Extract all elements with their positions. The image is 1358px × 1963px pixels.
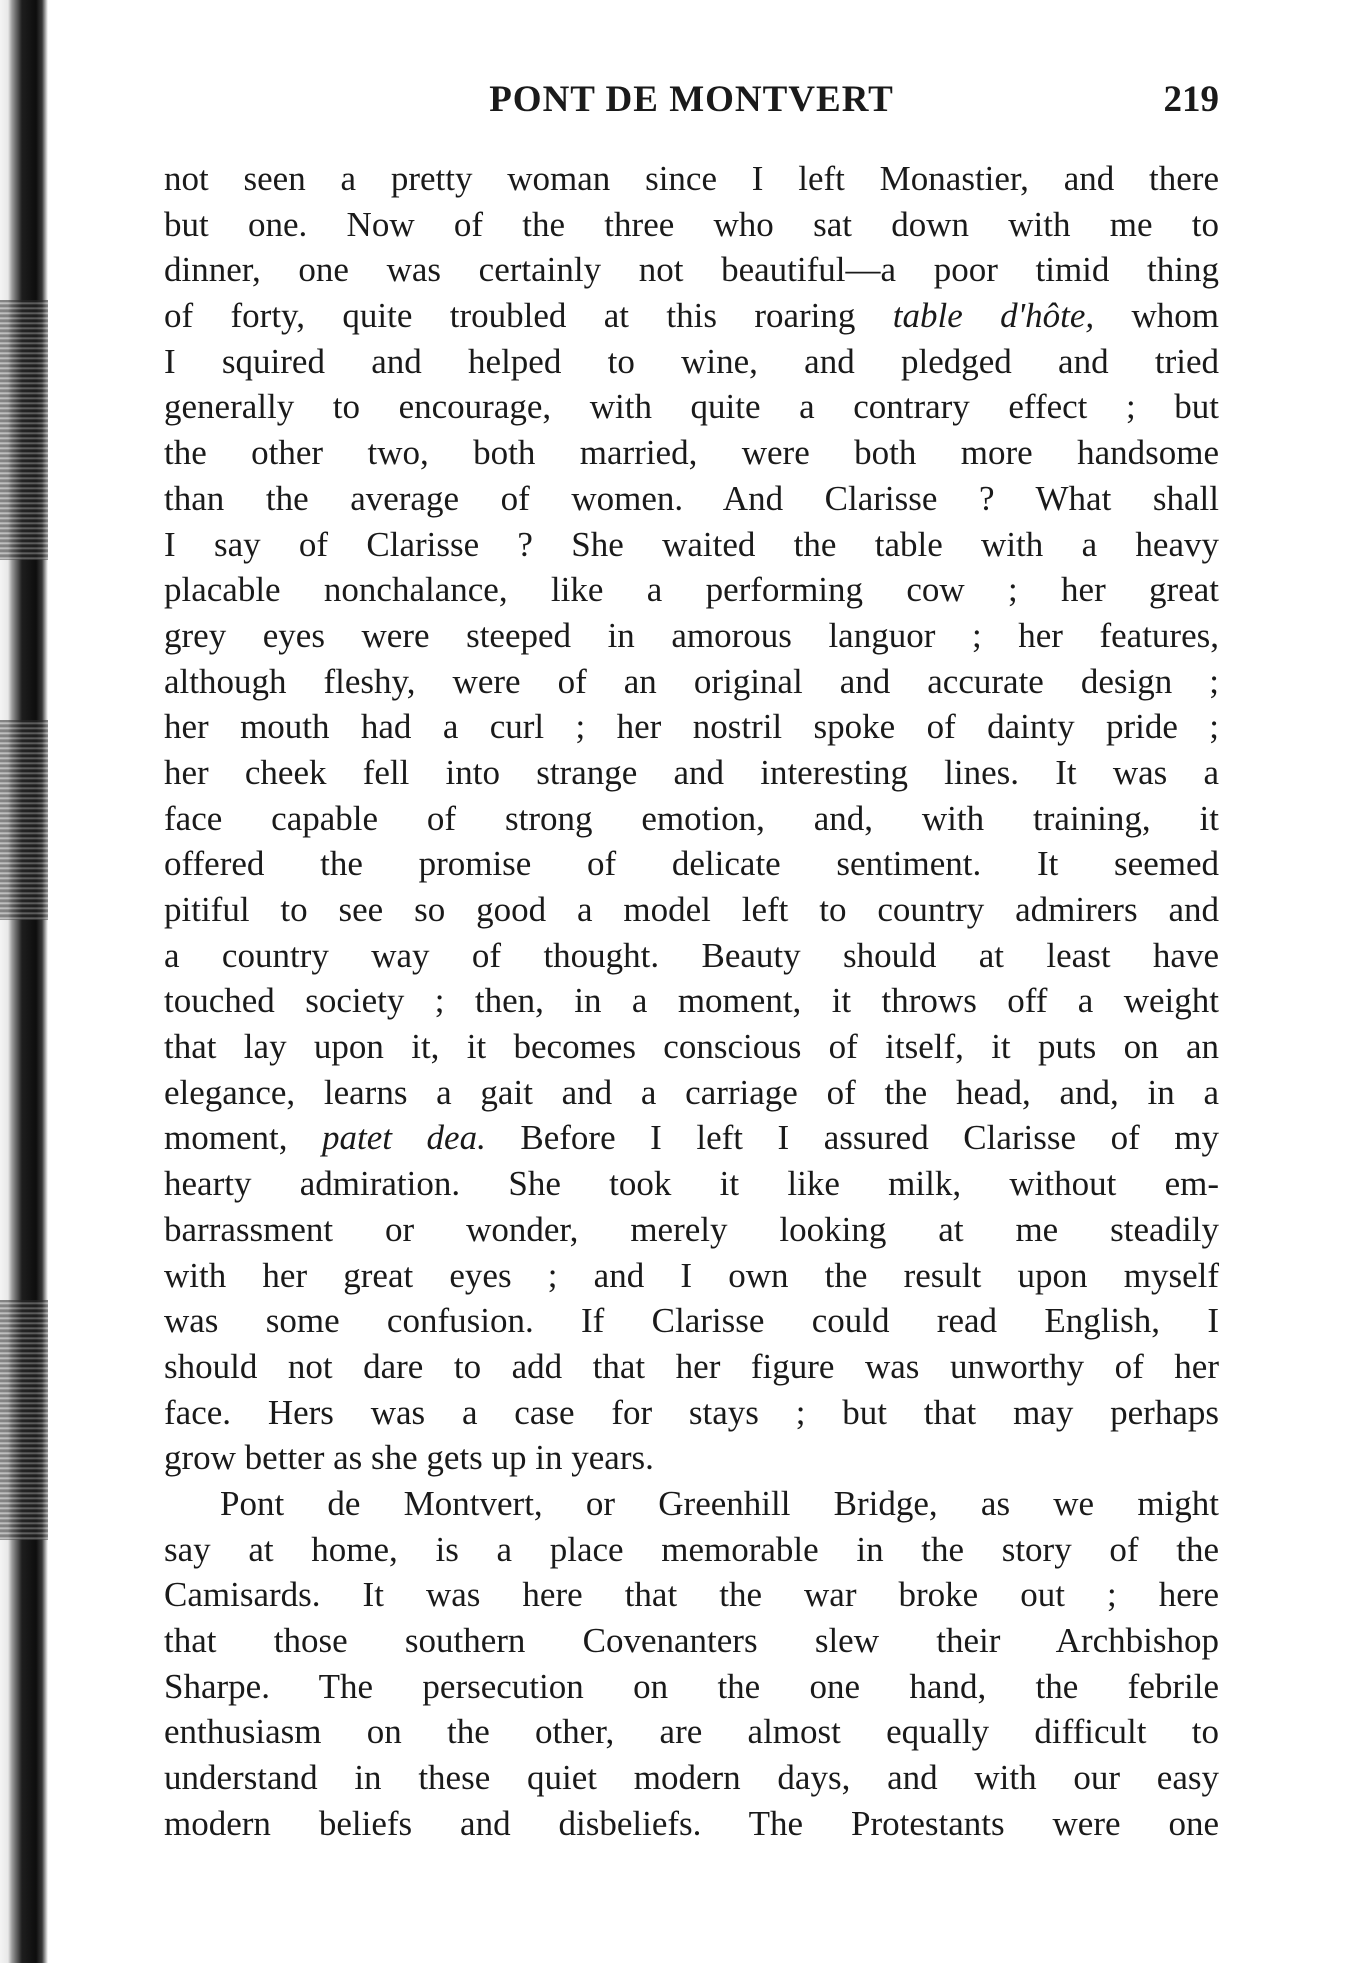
text-line: say at home, is a place memorable in the story of the (164, 1529, 1219, 1569)
text-line: a country way of thought. Beauty should at least have (164, 935, 1219, 975)
italic-phrase: table d'hôte, (892, 296, 1095, 336)
text-line: dinner, one was certainly not beautiful—a poor timid thing (164, 250, 1219, 290)
text-line: barrassment or wonder, merely looking at me steadily (164, 1209, 1219, 1249)
text-line: I squired and helped to wine, and pledged and tried (164, 341, 1219, 381)
text-line (164, 293, 1219, 339)
text-line: that lay upon it, it becomes conscious of itself, it puts on an (164, 1027, 1219, 1067)
text-line: with her great eyes ; and I own the result upon myself (164, 1255, 1219, 1295)
text-line: grow better as she gets up in years. (164, 1438, 654, 1478)
text-line: her cheek fell into strange and interesting lines. It was a (164, 752, 1219, 792)
text-line: that those southern Covenanters slew their Archbishop (164, 1621, 1219, 1660)
text-line: I say of Clarisse ? She waited the table with a heavy (164, 524, 1219, 564)
text-line: pitiful to see so good a model left to country admirers and (164, 890, 1219, 929)
text-line: was some confusion. If Clarisse could read English, I (164, 1301, 1219, 1341)
text-line: modern beliefs and disbeliefs. The Protestants were one (164, 1803, 1219, 1843)
text-line: enthusiasm on the other, are almost equally difficult to (164, 1712, 1219, 1752)
spine-texture (0, 300, 48, 560)
text-line: face. Hers was a case for stays ; but that may perhaps (164, 1392, 1219, 1432)
text-run: Before I left I assured Clarisse of my (485, 1118, 1219, 1158)
text-line: touched society ; then, in a moment, it throws off a weight (164, 981, 1219, 1021)
text-line: her mouth had a curl ; her nostril spoke of dainty pride ; (164, 707, 1219, 747)
text-line: grey eyes were steeped in amorous languor ; her features, (164, 615, 1219, 655)
page-number: 219 (1163, 79, 1219, 120)
running-title: PONT DE MONTVERT (489, 79, 894, 120)
text-line: Pont de Montvert, or Greenhill Bridge, as we might (220, 1483, 1219, 1523)
spine-texture (0, 720, 48, 920)
text-line: but one. Now of the three who sat down with me to (164, 204, 1219, 244)
text-run: of forty, quite troubled at this roaring (164, 296, 893, 336)
text-line: face capable of strong emotion, and, with training, it (164, 798, 1219, 838)
text-line: although fleshy, were of an original and accurate design ; (164, 661, 1219, 701)
spine-texture (0, 1300, 48, 1540)
text-line: hearty admiration. She took it like milk, without em- (164, 1164, 1219, 1204)
italic-phrase: patet dea. (322, 1118, 486, 1158)
text-line: than the average of women. And Clarisse ? What shall (164, 478, 1219, 518)
text-run: whom (1094, 296, 1220, 336)
text-line: Camisards. It was here that the war broke out ; here (164, 1575, 1219, 1615)
text-line: the other two, both married, were both more handsome (164, 433, 1219, 473)
text-line: should not dare to add that her figure was unworthy of her (164, 1346, 1219, 1386)
page-header (164, 78, 1219, 128)
text-line: elegance, learns a gait and a carriage of the head, and, in a (164, 1072, 1219, 1112)
text-line: offered the promise of delicate sentiment. It seemed (164, 844, 1219, 884)
text-line: understand in these quiet modern days, and with our easy (164, 1758, 1219, 1798)
text-run: moment, (164, 1118, 323, 1158)
text-line: Sharpe. The persecution on the one hand, the febrile (164, 1666, 1219, 1706)
text-line: generally to encourage, with quite a contrary effect ; but (164, 387, 1219, 427)
text-line (164, 1115, 1219, 1161)
book-spine-shadow (0, 0, 48, 1963)
text-line: not seen a pretty woman since I left Monastier, and there (164, 159, 1219, 198)
body-text (164, 156, 1219, 1846)
text-line: placable nonchalance, like a performing cow ; her great (164, 570, 1219, 610)
